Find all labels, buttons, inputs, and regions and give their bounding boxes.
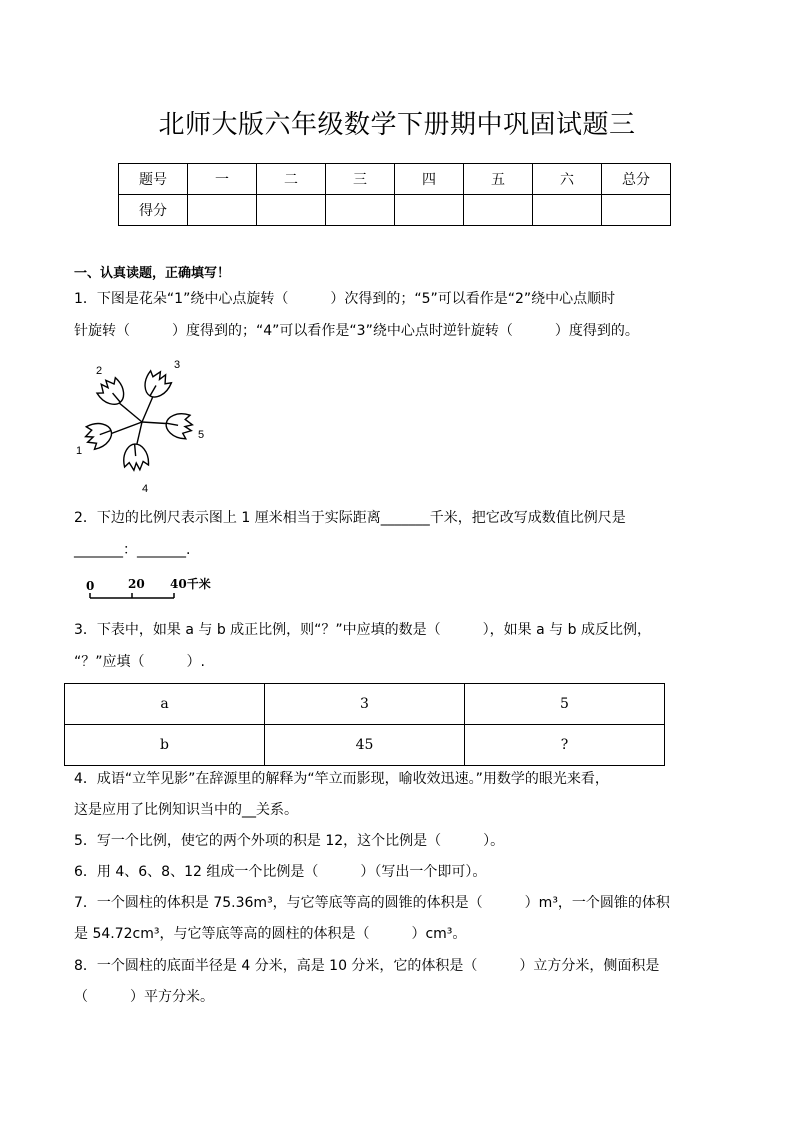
scale-bar [90, 593, 174, 598]
question-1-line-1: 1．下图是花朵“1”绕中心点旋转（ ）次得到的；“5”可以看作是“2”绕中心点顺时 [74, 291, 616, 307]
score-table-score-row [119, 195, 671, 226]
table-cell: ? [465, 725, 665, 766]
petal-label-3: 3 [174, 359, 181, 371]
question-8-line-2: （ ）平方分米。 [74, 989, 214, 1005]
flower-petal [94, 374, 130, 410]
question-5: 5．写一个比例，使它的两个外项的积是 12，这个比例是（ ）。 [74, 833, 505, 849]
score-cell: 六 [533, 164, 602, 195]
score-blank-cell[interactable] [602, 195, 671, 226]
score-cell: 一 [188, 164, 257, 195]
score-blank-cell[interactable] [188, 195, 257, 226]
scale-label-40: 40千米 [170, 577, 211, 591]
table-cell: 3 [265, 684, 465, 725]
ab-table [64, 683, 665, 766]
table-row [65, 684, 665, 725]
question-2-line-1: 2．下边的比例尺表示图上 1 厘米相当于实际距离_______千米，把它改写成数值比例尺是 [74, 510, 626, 526]
score-cell: 三 [326, 164, 395, 195]
flower-petal [122, 443, 149, 471]
question-2-line-2: _______：_______. [74, 542, 191, 558]
question-7-line-2: 是 54.72cm³，与它等底等高的圆柱的体积是（ ）cm³。 [74, 926, 467, 942]
petal-label-1: 1 [76, 445, 83, 457]
line-scale [80, 574, 240, 604]
question-3-line-2: “？”应填（ ）. [74, 654, 205, 670]
scale-label-0: 0 [86, 579, 95, 593]
score-cell: 题号 [119, 164, 188, 195]
score-cell: 总分 [602, 164, 671, 195]
question-6: 6．用 4、6、8、12 组成一个比例是（ ）（写出一个即可）。 [74, 864, 487, 880]
table-cell: b [65, 725, 265, 766]
question-3-line-1: 3．下表中，如果 a 与 b 成正比例，则“？”中应填的数是（ ），如果 a 与 b 成反比例， [74, 622, 651, 638]
score-cell: 四 [395, 164, 464, 195]
petal-label-5: 5 [198, 429, 205, 441]
score-cell: 五 [464, 164, 533, 195]
score-blank-cell[interactable] [326, 195, 395, 226]
score-blank-cell[interactable] [395, 195, 464, 226]
question-7-line-1: 7．一个圆柱的体积是 75.36m³，与它等底等高的圆锥的体积是（ ）m³，一个圆锥的体积 [74, 895, 670, 911]
table-cell: 5 [465, 684, 665, 725]
section-heading: 一、认真读题，正确填写！ [74, 266, 231, 281]
table-row [65, 725, 665, 766]
score-cell: 二 [257, 164, 326, 195]
page-title: 北师大版六年级数学下册期中巩固试题三 [158, 110, 636, 140]
score-blank-cell[interactable] [464, 195, 533, 226]
flower-petal [164, 411, 194, 440]
score-table [118, 163, 671, 226]
score-blank-cell[interactable] [257, 195, 326, 226]
score-blank-cell[interactable] [533, 195, 602, 226]
petal-label-4: 4 [142, 483, 149, 495]
scale-label-20: 20 [128, 577, 145, 591]
petal-label-2: 2 [96, 365, 103, 377]
flower-petal [82, 419, 115, 451]
flower-rotation-figure [74, 356, 214, 496]
question-4-line-2: 这是应用了比例知识当中的__关系。 [74, 802, 298, 818]
score-table-header-row [119, 164, 671, 195]
question-8-line-1: 8．一个圆柱的底面半径是 4 分米，高是 10 分米，它的体积是（ ）立方分米，侧面积是 [74, 958, 660, 974]
question-4-line-1: 4．成语“立竿见影”在辞源里的解释为“竿立而影现，喻收效迅速。”用数学的眼光来看， [74, 771, 609, 787]
table-cell: a [65, 684, 265, 725]
table-cell: 45 [265, 725, 465, 766]
score-row-label: 得分 [119, 195, 188, 226]
question-1-line-2: 针旋转（ ）度得到的；“4”可以看作是“3”绕中心点时逆针旋转（ ）度得到的。 [74, 323, 639, 339]
flower-petal [139, 367, 173, 402]
